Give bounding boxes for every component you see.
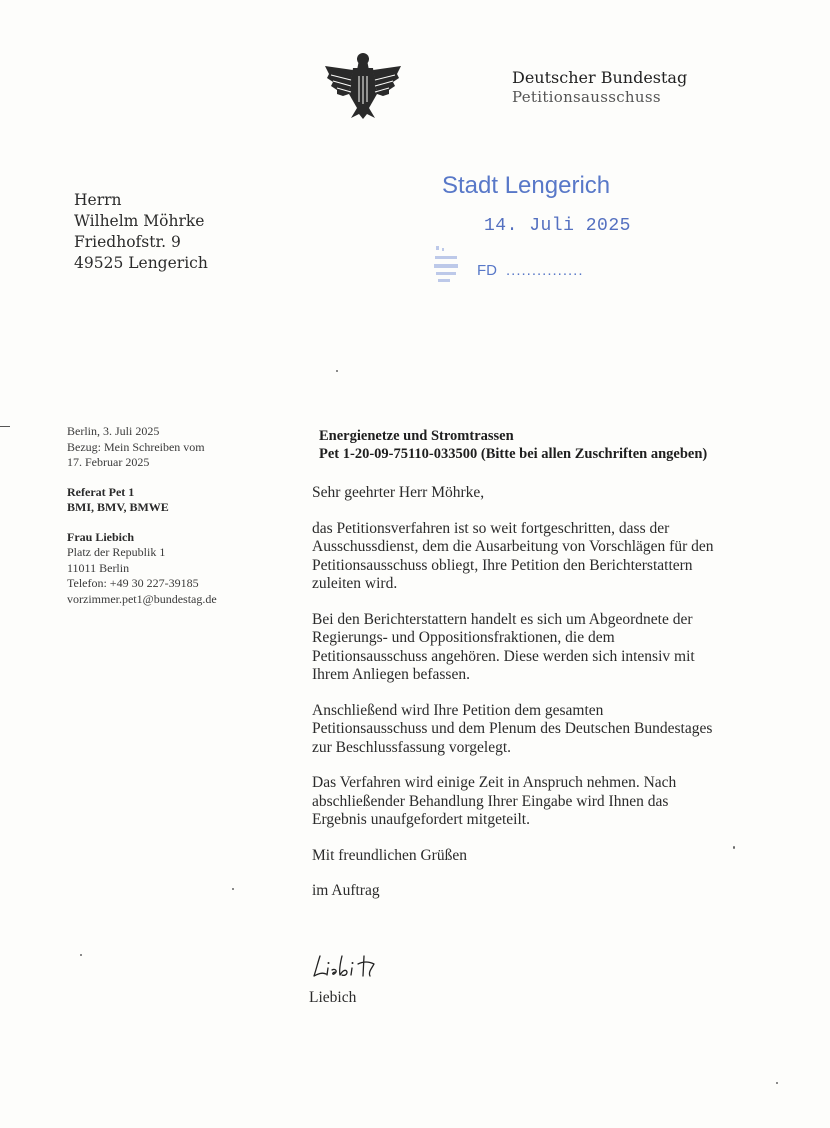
sender-info-column bbox=[67, 424, 287, 607]
paragraph-2 bbox=[312, 611, 812, 685]
unit-label: Referat Pet 1 bbox=[67, 484, 135, 499]
contact-address-1: Platz der Republik 1 bbox=[67, 545, 166, 559]
scan-speck bbox=[733, 846, 735, 849]
paragraph-line: Petitionsausschuss obliegt, Ihre Petition den Berichterstattern bbox=[312, 556, 693, 574]
recipient-city: 49525 Lengerich bbox=[74, 254, 208, 272]
subject-title: Energienetze und Stromtrassen bbox=[319, 428, 514, 444]
stamp-city: Stadt Lengerich bbox=[442, 172, 611, 199]
paragraph-line: Ergebnis unaufgefordert mitgeteilt. bbox=[312, 811, 530, 828]
paragraph-line: Bei den Berichterstattern handelt es sich um Abgeordnete der bbox=[312, 610, 693, 628]
paragraph-line: zuleiten wird. bbox=[312, 575, 398, 592]
paragraph-line: Petitionsausschuss angehören. Diese werden sich intensiv mit bbox=[312, 647, 695, 665]
letter-body bbox=[312, 484, 812, 918]
contact-email: vorzimmer.pet1@bundestag.de bbox=[67, 591, 217, 606]
stamp-smudge-icon bbox=[432, 244, 462, 286]
signer-name: Liebich bbox=[309, 989, 357, 1006]
paragraph-1 bbox=[312, 520, 812, 594]
department-name: Petitionsausschuss bbox=[512, 88, 661, 106]
closing: Mit freundlichen Grüßen bbox=[312, 846, 467, 864]
greeting: Sehr geehrter Herr Möhrke, bbox=[312, 484, 485, 501]
paragraph-3 bbox=[312, 702, 812, 758]
stamp-date: 14. Juli 2025 bbox=[484, 216, 631, 236]
scan-speck bbox=[336, 370, 338, 372]
handwritten-signature-icon bbox=[310, 950, 390, 982]
contact-phone: Telefon: +49 30 227-39185 bbox=[67, 576, 199, 590]
paragraph-line: das Petitionsverfahren ist so weit fortgeschritten, dass der bbox=[312, 519, 670, 537]
federal-eagle-icon bbox=[323, 50, 403, 120]
recipient-name: Wilhelm Möhrke bbox=[74, 212, 205, 230]
recipient-salutation: Herrn bbox=[74, 191, 122, 209]
institution-name: Deutscher Bundestag bbox=[512, 68, 688, 87]
scan-speck bbox=[80, 954, 82, 956]
paragraph-4 bbox=[312, 774, 812, 830]
petition-reference: Pet 1-20-09-75110-033500 (Bitte bei allen Zuschriften angeben) bbox=[319, 446, 708, 462]
paragraph-line: Ausschussdienst, dem die Ausarbeitung von Vorschlägen für den bbox=[312, 538, 714, 555]
paragraph-line: Anschließend wird Ihre Petition dem gesamten bbox=[312, 701, 604, 719]
letter-subject bbox=[319, 427, 707, 463]
paragraph-line: abschließender Behandlung Ihrer Eingabe wird Ihnen das bbox=[312, 792, 669, 810]
recipient-address bbox=[74, 190, 208, 274]
reference-line-2: 17. Februar 2025 bbox=[67, 455, 150, 469]
reference-line-1: Bezug: Mein Schreiben vom bbox=[67, 439, 205, 454]
paragraph-line: Regierungs- und Oppositionsfraktionen, die dem bbox=[312, 629, 615, 646]
scan-speck bbox=[232, 888, 234, 890]
stamp-fd-dots: ............... bbox=[506, 262, 584, 279]
margin-mark bbox=[0, 426, 10, 427]
on-behalf: im Auftrag bbox=[312, 882, 380, 899]
stamp-fd-label: FD bbox=[477, 262, 497, 279]
paragraph-line: Petitionsausschuss und dem Plenum des Deutschen Bundestages bbox=[312, 720, 713, 737]
ministries-label: BMI, BMV, BMWE bbox=[67, 500, 169, 514]
contact-name: Frau Liebich bbox=[67, 529, 135, 544]
paragraph-line: zur Beschlussfassung vorgelegt. bbox=[312, 738, 512, 756]
contact-address-2: 11011 Berlin bbox=[67, 560, 130, 575]
scan-speck bbox=[776, 1082, 778, 1084]
letter-date: Berlin, 3. Juli 2025 bbox=[67, 424, 160, 438]
recipient-street: Friedhofstr. 9 bbox=[74, 233, 181, 251]
paragraph-line: Ihrem Anliegen befassen. bbox=[312, 666, 470, 683]
paragraph-line: Das Verfahren wird einige Zeit in Anspruch nehmen. Nach bbox=[312, 774, 677, 791]
